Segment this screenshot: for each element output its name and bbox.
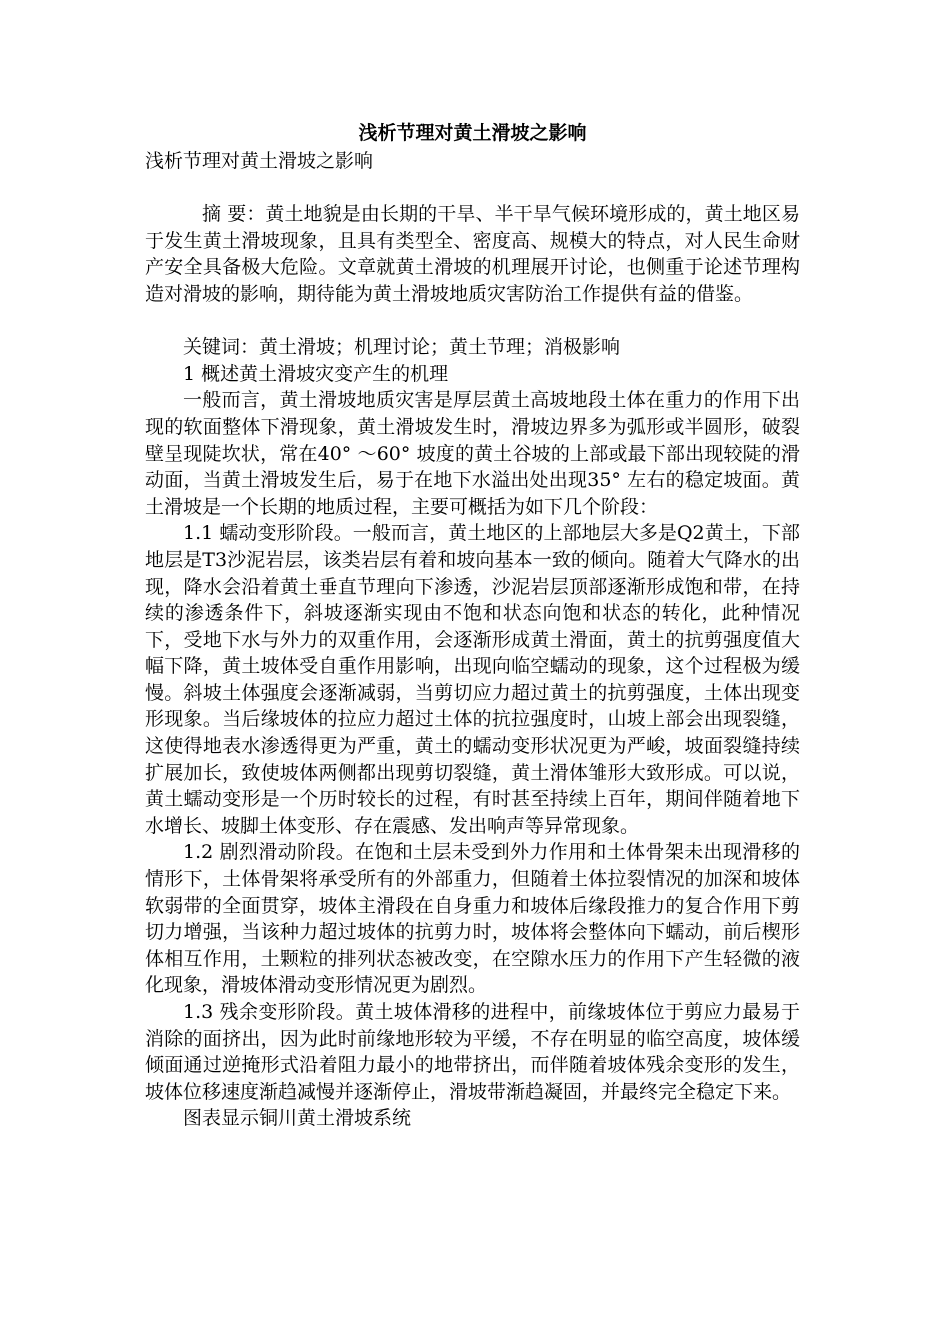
- section-heading-1: 1 概述黄土滑坡灾变产生的机理: [183, 362, 449, 385]
- figure-caption: 图表显示铜川黄土滑坡系统: [183, 1107, 412, 1130]
- paragraph-1-1: 1.1 蠕动变形阶段。一般而言，黄土地区的上部地层大多是Q2黄土，下部地层是T3沙泥岩层，该类岩层有着和坡向基本一致的倾向。随着大气降水的出现，降水会沿着黄土垂直节理向下渗透，沙泥岩层顶部逐渐形成饱和带，在持续的渗透条件下，斜坡逐渐实现由不饱和状态向饱和状态的转化，此种情况下，受地下水与外力的双重作用，会逐渐形成黄土滑面，黄土的抗剪强度值大幅下降，黄土坡体受自重作用影响，出现向临空蠕动的现象，这个过程极为缓慢。斜坡土体强度会逐渐减弱，当剪切应力超过黄土的抗剪强度，土体出现变形现象。当后缘坡体的拉应力超过土体的抗拉强度时，山坡上部会出现裂缝，这使得地表水渗透得更为严重，黄土的蠕动变形状况更为严峻，坡面裂缝持续扩展加长，致使坡体两侧都出现剪切裂缝，黄土滑体雏形大致形成。可以说，黄土蠕动变形是一个历时较长的过程，有时甚至持续上百年，期间伴随着地下水增长、坡脚土体变形、存在震感、发出响声等异常现象。: [145, 522, 800, 837]
- paragraph-1-3: 1.3 残余变形阶段。黄土坡体滑移的进程中，前缘坡体位于剪应力最易于消除的面挤出，因为此时前缘地形较为平缓，不存在明显的临空高度，坡体缓倾面通过逆掩形式沿着阻力最小的地带挤出，而伴随着坡体残余变形的发生，坡体位移速度渐趋减慢并逐渐停止，滑坡带渐趋凝固，并最终完全稳定下来。: [145, 1001, 800, 1103]
- blank-line: [145, 308, 800, 335]
- intro-paragraph: 一般而言，黄土滑坡地质灾害是厚层黄土高坡地段土体在重力的作用下出现的软面整体下滑现象，黄土滑坡发生时，滑坡边界多为弧形或半圆形，破裂壁呈现陡坎状，常在40° ～60° 坡度的黄土谷坡的上部或最下部出现较陡的滑动面，当黄土滑坡发生后，易于在地下水溢出处出现35° 左右的稳定坡面。黄土滑坡是一个长期的地质过程，主要可概括为如下几个阶段：: [145, 389, 800, 518]
- abstract-paragraph: 摘 要：黄土地貌是由长期的干旱、半干旱气候环境形成的，黄土地区易于发生黄土滑坡现象，且具有类型全、密度高、规模大的特点，对人民生命财产安全具备极大危险。文章就黄土滑坡的机理展开讨论，也侧重于论述节理构造对滑坡的影响，期待能为黄土滑坡地质灾害防治工作提供有益的借鉴。: [145, 203, 800, 305]
- paragraph-1-2: 1.2 剧烈滑动阶段。在饱和土层未受到外力作用和土体骨架未出现滑移的情形下，土体骨架将承受所有的外部重力，但随着土体拉裂情况的加深和坡体软弱带的全面贯穿，坡体主滑段在自身重力和坡体后缘段推力的复合作用下剪切力增强，当该种力超过坡体的抗剪力时，坡体将会整体向下蠕动，前后楔形体相互作用，土颗粒的排列状态被改变，在空隙水压力的作用下产生轻微的液化现象，滑坡体滑动变形情况更为剧烈。: [145, 841, 800, 997]
- keywords-line: 关键词：黄土滑坡；机理讨论；黄土节理；消极影响: [183, 336, 621, 359]
- document-title: 浅析节理对黄土滑坡之影响: [358, 122, 587, 144]
- subtitle-line: 浅析节理对黄土滑坡之影响: [145, 150, 374, 172]
- blank-line: [145, 175, 800, 202]
- document-page: [145, 118, 800, 1132]
